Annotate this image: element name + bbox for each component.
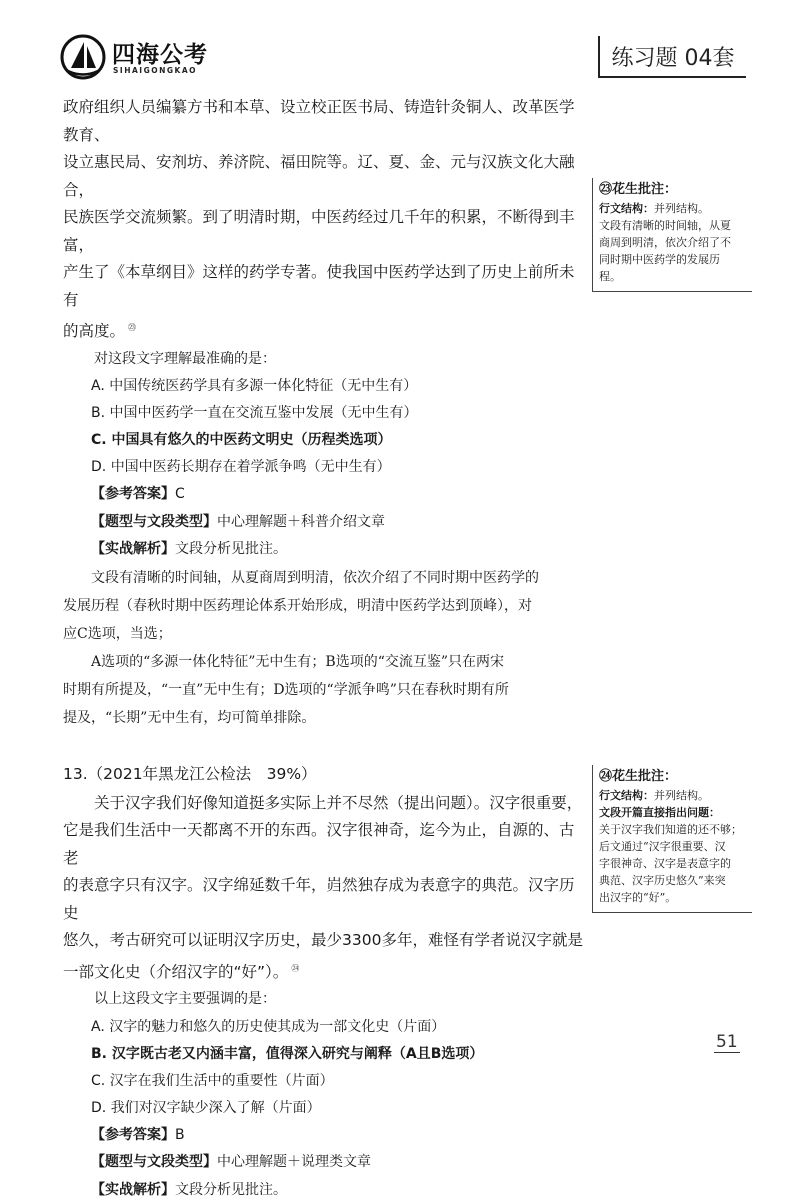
side-note-lead bbox=[599, 804, 752, 821]
side-note-bold-lead: 文段开篇直接指出问题： bbox=[599, 806, 720, 819]
option-text: 中国中医药学一直在交流互鉴中发展（无中生有） bbox=[109, 405, 418, 422]
answer-value: C bbox=[175, 486, 185, 503]
analysis-intro: 文段分析见批注。 bbox=[175, 541, 287, 558]
type-value: 中心理解题＋科普介绍文章 bbox=[217, 513, 385, 530]
option-text: 中国传统医药学具有多源一体化特征（无中生有） bbox=[109, 378, 418, 395]
side-note-24 bbox=[592, 765, 752, 913]
analysis-line: 提及，“长期”无中生有，均可简单排除。 bbox=[63, 709, 316, 726]
analysis-line: 发展历程（春秋时期中医药理论体系开始形成，明清中医药学达到顶峰），对 bbox=[63, 597, 532, 614]
answer-label: 【参考答案】 bbox=[91, 486, 175, 503]
passage-line: 政府组织人员编纂方书和本草、设立校正医书局、铸造针灸铜人、改革医学教育、 bbox=[63, 98, 575, 144]
side-note-line: 出汉字的“好”。 bbox=[599, 891, 677, 904]
option-d bbox=[91, 454, 585, 481]
option-label: C. bbox=[91, 1072, 106, 1089]
question-source: （2021年黑龙江公检法 39%） bbox=[87, 764, 317, 783]
side-note-line: 程。 bbox=[599, 270, 621, 283]
option-label: B. bbox=[91, 405, 106, 422]
option-label: B. bbox=[91, 1045, 107, 1062]
passage-line bbox=[63, 955, 585, 987]
option-b bbox=[91, 1041, 585, 1068]
side-note-line: 典范、汉字历史悠久”来突 bbox=[599, 874, 726, 887]
reference-answer bbox=[91, 481, 585, 509]
side-note-23 bbox=[592, 178, 752, 292]
question-13 bbox=[63, 762, 585, 1204]
passage-line: 它是我们生活中一天都离不开的东西。汉字很神奇，迄今为止，自源的、古老 bbox=[63, 821, 575, 867]
sailboat-logo-icon bbox=[60, 34, 106, 80]
side-note-line: 文段有清晰的时间轴，从夏 bbox=[599, 219, 731, 232]
option-label: D. bbox=[91, 459, 107, 476]
analysis-line: 文段有清晰的时间轴，从夏商周到明清，依次介绍了不同时期中医药学的 bbox=[91, 569, 539, 586]
option-text: 我们对汉字缺少深入了解（片面） bbox=[110, 1099, 321, 1116]
answer-label: 【参考答案】 bbox=[91, 1126, 175, 1143]
question-stem: 对这段文字理解最准确的是： bbox=[94, 350, 276, 367]
structure-label: 行文结构： bbox=[599, 202, 654, 215]
question-type bbox=[91, 1149, 585, 1177]
type-label: 【题型与文段类型】 bbox=[91, 1154, 217, 1171]
analysis-line: 应C选项，当选； bbox=[63, 625, 172, 642]
answer-value: B bbox=[175, 1126, 185, 1143]
analysis-label: 【实战解析】 bbox=[91, 1181, 175, 1198]
side-note-line: 商周到明清，依次介绍了不 bbox=[599, 236, 731, 249]
page-header bbox=[0, 0, 800, 90]
option-a bbox=[91, 1014, 585, 1041]
passage-line: 的表意字只有汉字。汉字绵延数千年，岿然独存成为表意字的典范。汉字历史 bbox=[63, 876, 575, 922]
passage-line: 关于汉字我们好像知道挺多实际上并不尽然（提出问题）。汉字很重要， bbox=[94, 793, 583, 812]
option-c bbox=[91, 1068, 585, 1095]
note-marker: ㉓ bbox=[128, 323, 137, 332]
side-note-line: 同时期中医药学的发展历 bbox=[599, 253, 720, 266]
option-text: 中国中医药长期存在着学派争鸣（无中生有） bbox=[110, 459, 391, 476]
logo-text: 四海公考 bbox=[112, 42, 208, 68]
page-number: 51 bbox=[716, 1032, 738, 1052]
question-stem: 以上这段文字主要强调的是： bbox=[94, 991, 276, 1008]
option-label: A. bbox=[91, 1018, 105, 1035]
option-text: 汉字的魅力和悠久的历史使其成为一部文化史（片面） bbox=[109, 1018, 446, 1035]
exercise-set-label: 练习题 04套 bbox=[598, 36, 746, 78]
side-note-title: ㉓花生批注： bbox=[599, 182, 678, 197]
option-label: A. bbox=[91, 378, 105, 395]
analysis-label: 【实战解析】 bbox=[91, 541, 175, 558]
side-note-structure bbox=[599, 787, 752, 804]
side-note-line: 后文通过“汉字很重要、汉 bbox=[599, 840, 726, 853]
brand-logo bbox=[60, 34, 230, 80]
option-b bbox=[91, 400, 585, 427]
passage-line: 悠久，考古研究可以证明汉字历史，最少3300多年，难怪有学者说汉字就是 bbox=[63, 931, 583, 950]
note-marker: ㉔ bbox=[291, 963, 300, 973]
main-content bbox=[63, 94, 585, 1204]
option-text: 汉字既古老又内涵丰富，值得深入研究与阐释（A且B选项） bbox=[111, 1045, 484, 1062]
structure-value: 并列结构。 bbox=[654, 789, 709, 802]
logo-subtext: SIHAIGONGKAO bbox=[113, 66, 198, 75]
question-type bbox=[91, 509, 585, 537]
type-value: 中心理解题＋说理类文章 bbox=[217, 1154, 371, 1171]
structure-value: 并列结构。 bbox=[654, 202, 709, 215]
analysis-line: 时期有所提及，“一直”无中生有；D选项的“学派争鸣”只在春秋时期有所 bbox=[63, 681, 509, 698]
option-text: 汉字在我们生活中的重要性（片面） bbox=[109, 1072, 334, 1089]
passage-line: 民族医学交流频繁。到了明清时期，中医药经过几千年的积累，不断得到丰富， bbox=[63, 208, 575, 254]
option-d bbox=[91, 1095, 585, 1122]
side-note-line: 字很神奇、汉字是表意字的 bbox=[599, 857, 731, 870]
side-note-title: ㉔花生批注： bbox=[599, 769, 678, 784]
structure-label: 行文结构： bbox=[599, 789, 654, 802]
side-note-structure bbox=[599, 200, 752, 217]
option-label: C. bbox=[91, 432, 107, 449]
passage-line: 产生了《本草纲目》这样的药学专著。使我国中医药学达到了历史上前所未有 bbox=[63, 263, 575, 309]
analysis-line: A选项的“多源一体化特征”无中生有；B选项的“交流互鉴”只在两宋 bbox=[91, 653, 505, 670]
question-heading bbox=[63, 762, 585, 784]
passage-text: 的高度。 bbox=[63, 322, 126, 341]
option-a bbox=[91, 373, 585, 400]
analysis-header bbox=[91, 536, 585, 564]
question-number: 13. bbox=[63, 764, 88, 783]
passage-line: 设立惠民局、安剂坊、养济院、福田院等。辽、夏、金、元与汉族文化大融合， bbox=[63, 153, 575, 199]
passage-text: 一部文化史（介绍汉字的“好”）。 bbox=[63, 962, 289, 981]
reference-answer bbox=[91, 1122, 585, 1150]
analysis-header bbox=[91, 1177, 585, 1204]
analysis-intro: 文段分析见批注。 bbox=[175, 1181, 287, 1198]
question-12-continued bbox=[63, 94, 585, 732]
side-note-line: 关于汉字我们知道的还不够； bbox=[599, 823, 742, 836]
option-label: D. bbox=[91, 1099, 107, 1116]
option-text: 中国具有悠久的中医药文明史（历程类选项） bbox=[111, 432, 392, 449]
option-c bbox=[91, 427, 585, 454]
passage-line bbox=[63, 314, 585, 346]
type-label: 【题型与文段类型】 bbox=[91, 513, 217, 530]
